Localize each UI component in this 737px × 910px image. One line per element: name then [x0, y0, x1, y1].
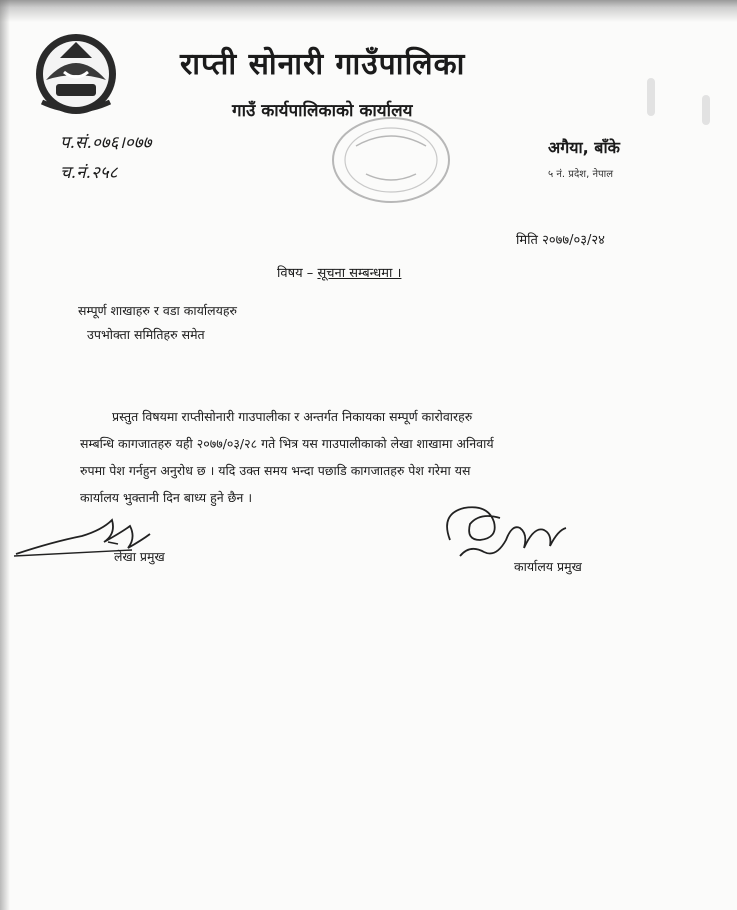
office-province: ५ नं. प्रदेश, नेपाल	[548, 169, 614, 180]
letter-body	[80, 403, 640, 511]
body-line: कार्यालय भुक्तानी दिन बाध्य हुने छैन ।	[80, 490, 253, 505]
body-line: प्रस्तुत विषयमा राप्तीसोनारी गाउपालीका र अन्तर्गत निकायका सम्पूर्ण कारोवारहरु	[112, 409, 473, 424]
subject-label: विषय –	[277, 266, 314, 281]
scan-shadow-top	[0, 0, 737, 22]
subject-value: सूचना सम्बन्धमा ।	[317, 266, 402, 281]
recipient-line-2: उपभोक्ता समितिहरु समेत	[87, 327, 205, 342]
scan-glare	[647, 78, 655, 116]
municipality-title: राप्ती सोनारी गाउँपालिका	[180, 47, 466, 82]
office-subtitle: गाउँ कार्यपालिकाको कार्यालय	[232, 101, 413, 121]
office-stamp-icon	[326, 112, 456, 212]
reference-number: प.सं.०७६।०७७	[60, 133, 152, 153]
office-chief-label: कार्यालय प्रमुख	[514, 559, 582, 574]
letter-subject	[277, 263, 401, 281]
office-chief-signature	[440, 500, 570, 562]
recipient-line-1: सम्पूर्ण शाखाहरु र वडा कार्यालयहरु	[78, 303, 237, 318]
body-line: सम्बन्धि कागजातहरु यही २०७७/०३/२८ गते भित्र यस गाउपालीकाको लेखा शाखामा अनिवार्य	[80, 436, 494, 451]
dispatch-number: च.नं.२५८	[60, 163, 118, 183]
date-value: २०७७/०३/२४	[542, 233, 605, 248]
date-label: मिति	[516, 233, 538, 248]
accounts-chief-label: लेखा प्रमुख	[114, 549, 165, 564]
scan-shadow-left	[0, 0, 10, 910]
office-address: अगैया, बाँके	[548, 138, 620, 157]
government-emblem-icon	[34, 32, 118, 116]
scan-glare	[702, 95, 710, 125]
letter-date	[516, 230, 605, 248]
body-line: रुपमा पेश गर्नहुन अनुरोध छ । यदि उक्त समय भन्दा पछाडि कागजातहरु पेश गरेमा यस	[80, 463, 471, 478]
